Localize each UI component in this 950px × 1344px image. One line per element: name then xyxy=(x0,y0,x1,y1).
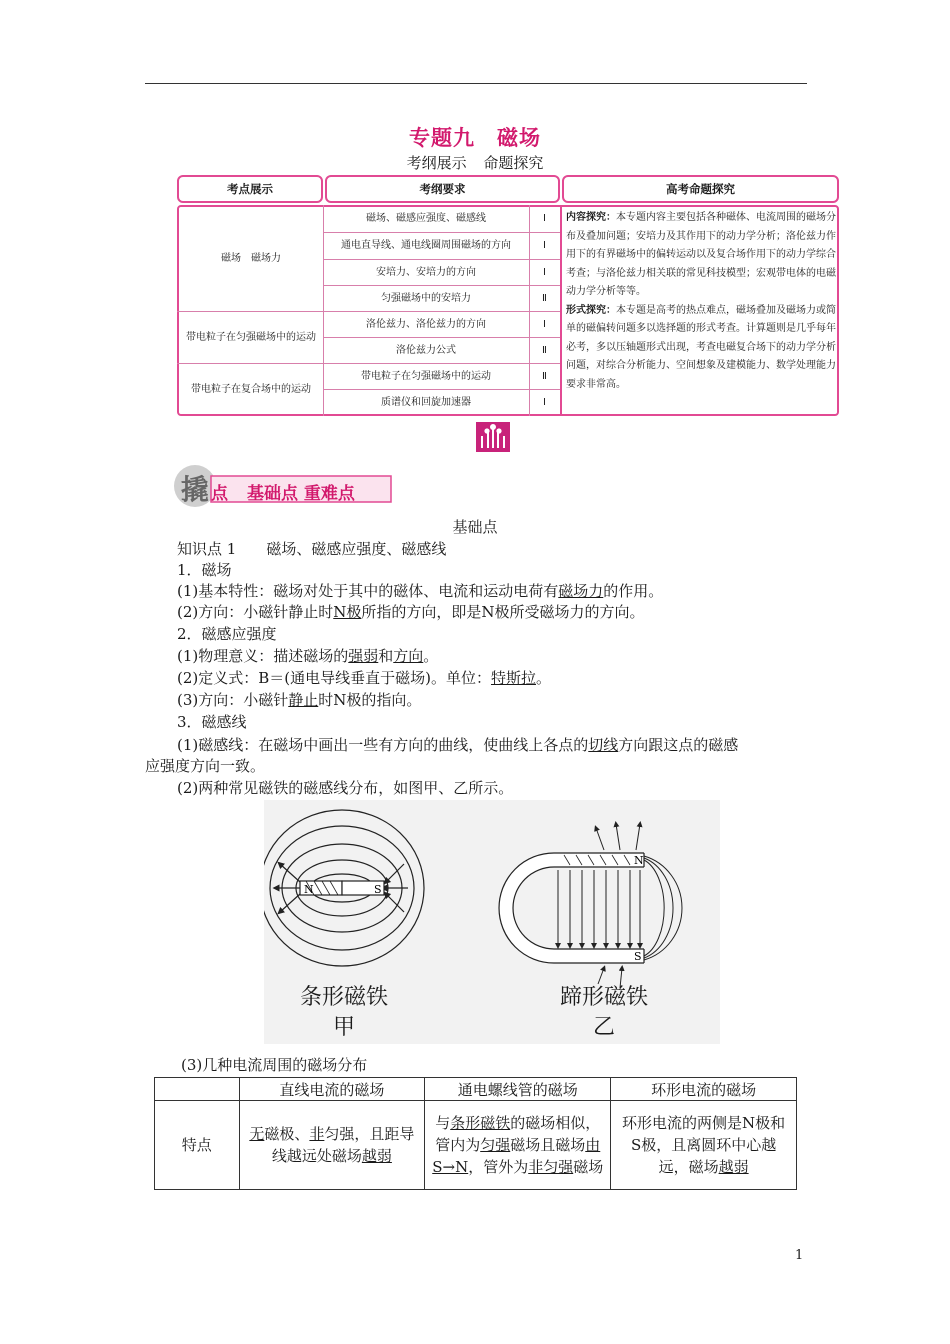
requirement-item: 安培力、安培力的方向 xyxy=(376,266,476,278)
paragraph-continued: 应强度方向一致。 xyxy=(145,757,266,775)
answer-blank: 静止 xyxy=(288,691,319,709)
text: 方向跟这点的磁感 xyxy=(618,736,739,754)
answer-blank: 越弱 xyxy=(361,1147,392,1165)
section-heading: 基础点 xyxy=(452,518,498,536)
figure-right-name: 蹄形磁铁 xyxy=(559,985,648,1010)
requirement-level: Ⅱ xyxy=(542,370,547,382)
bar-n-label: N xyxy=(304,883,314,896)
text: 环形电流的两侧是N极和S极，且离圆环中心越远，磁场 xyxy=(622,1114,786,1176)
paragraph xyxy=(177,735,738,756)
col-straight-current: 直线电流的磁场 xyxy=(239,1078,425,1101)
topic-group: 带电粒子在复合场中的运动 xyxy=(191,383,311,395)
requirement-item: 磁场、磁感应强度、磁感线 xyxy=(366,213,486,224)
paragraph xyxy=(177,581,663,602)
text: 的磁场相似，管内为 xyxy=(435,1114,601,1154)
content-label: 内容探究： xyxy=(566,212,616,223)
currents-intro: (3)几种电流周围的磁场分布 xyxy=(181,1056,368,1074)
answer-blank: 越弱 xyxy=(718,1158,749,1176)
text: 磁场 xyxy=(573,1158,604,1176)
requirement-level: Ⅰ xyxy=(543,318,546,330)
section-badge xyxy=(173,462,393,508)
subsection-title: 2．磁感应强度 xyxy=(177,625,277,643)
divider xyxy=(560,205,562,416)
table-header-row xyxy=(155,1078,797,1101)
answer-blank: 非匀强 xyxy=(528,1158,574,1176)
subtitle-syllabus: 考纲展示 xyxy=(406,154,467,172)
header-requirements: 考纲要求 xyxy=(325,175,560,203)
paragraph: (2)两种常见磁铁的磁感线分布，如图甲、乙所示。 xyxy=(177,779,514,797)
figure-left-tag: 甲 xyxy=(332,1015,355,1040)
requirement-item: 洛伦兹力公式 xyxy=(396,344,456,356)
col-loop-current: 环形电流的磁场 xyxy=(611,1078,797,1101)
syllabus-table xyxy=(177,175,839,415)
page-number: 1 xyxy=(795,1248,804,1263)
table-row xyxy=(155,1101,797,1190)
requirement-item: 匀强磁场中的安培力 xyxy=(381,292,471,304)
table-corner xyxy=(155,1078,240,1101)
subsection-title: 1．磁场 xyxy=(177,561,232,579)
requirement-item: 洛伦兹力、洛伦兹力的方向 xyxy=(366,318,486,330)
paragraph xyxy=(177,602,645,623)
kp-title: 磁场、磁感应强度、磁感线 xyxy=(266,540,447,558)
text: 匀强，且距导线越远处磁场 xyxy=(271,1125,415,1165)
requirement-level: Ⅱ xyxy=(542,344,547,356)
horseshoe-n-label: N xyxy=(634,854,644,867)
header-exploration: 高考命题探究 xyxy=(562,175,839,203)
text: 磁场且磁场 xyxy=(510,1136,586,1154)
exploration-text xyxy=(566,209,836,394)
badge-char: 撬 xyxy=(180,473,209,506)
requirement-level: Ⅰ xyxy=(543,240,546,251)
subtitle-exploration: 命题探究 xyxy=(483,154,544,172)
requirement-level: Ⅰ xyxy=(543,213,546,224)
row-label: 特点 xyxy=(155,1101,240,1190)
requirement-item: 质谱仪和回旋加速器 xyxy=(381,396,471,408)
subsection-title: 3．磁感线 xyxy=(177,713,247,731)
answer-blank: 非 xyxy=(309,1125,325,1143)
col-solenoid: 通电螺线管的磁场 xyxy=(425,1078,611,1101)
text: (1)基本特性：磁场对处于其中的磁体、电流和运动电荷有 xyxy=(177,582,559,600)
answer-blank: 强弱 xyxy=(348,647,379,665)
horseshoe-s-label: S xyxy=(634,950,642,963)
page-subtitle xyxy=(0,152,950,173)
header-rule xyxy=(145,83,807,84)
text: 。 xyxy=(536,669,552,687)
text: 与 xyxy=(435,1114,451,1132)
answer-blank: 磁场力 xyxy=(558,582,604,600)
paragraph xyxy=(177,646,438,667)
answer-blank: 匀强 xyxy=(480,1136,511,1154)
answer-blank: 条形磁铁 xyxy=(450,1114,511,1132)
bar-s-label: S xyxy=(374,883,382,896)
header-topics: 考点展示 xyxy=(177,175,323,203)
figure-left-name: 条形磁铁 xyxy=(299,985,388,1010)
form-label: 形式探究： xyxy=(566,304,616,316)
answer-blank: 由 S→N xyxy=(432,1136,601,1176)
answer-blank: 特斯拉 xyxy=(490,669,536,687)
paragraph xyxy=(177,690,421,711)
ornament-icon xyxy=(476,422,510,452)
page-title: 专题九 磁场 xyxy=(409,126,541,150)
badge-text: 基础点 重难点 xyxy=(247,484,355,504)
text: (3)方向：小磁针 xyxy=(177,691,289,709)
answer-blank: 无 xyxy=(249,1125,265,1143)
text: (2)方向：小磁针静止时 xyxy=(177,603,334,621)
topic-group: 磁场 磁场力 xyxy=(221,252,281,264)
text: (1)磁感线：在磁场中画出一些有方向的曲线，使曲线上各点的 xyxy=(177,736,589,754)
magnet-figure xyxy=(264,800,720,1044)
text: (1)物理意义：描述磁场的 xyxy=(177,647,349,665)
badge-char-2: 点 xyxy=(211,484,228,504)
answer-blank: 切线 xyxy=(588,736,619,754)
cell-solenoid xyxy=(425,1101,611,1190)
cell-loop xyxy=(611,1101,797,1190)
horseshoe-magnet xyxy=(499,853,644,963)
text: ，管外为 xyxy=(468,1158,529,1176)
knowledge-point xyxy=(177,539,446,560)
kp-label: 知识点 1 xyxy=(177,540,237,558)
text: (2)定义式：B＝(通电导线垂直于磁场)。单位： xyxy=(177,669,491,687)
figure-right-tag: 乙 xyxy=(592,1015,615,1040)
answer-blank: N极 xyxy=(333,603,362,621)
text: 所指的方向，即是N极所受磁场力的方向。 xyxy=(361,603,645,621)
text: 和 xyxy=(378,647,394,665)
content-text: 本专题内容主要包括各种磁体、电流周围的磁场分布及叠加问题；安培力及其作用下的动力学分析；洛伦兹力作用下的有界磁场中的偏转运动以及复合场作用下的动力学综合考查；与洛伦兹力相关联的常见科技模型；宏观带电体的电磁动力学分析等等。 xyxy=(566,212,836,297)
paragraph xyxy=(177,668,551,689)
topic-group: 带电粒子在匀强磁场中的运动 xyxy=(186,331,316,343)
requirement-level: Ⅰ xyxy=(543,266,546,278)
answer-blank: 方向 xyxy=(393,647,424,665)
text: 磁极、 xyxy=(264,1125,310,1143)
cell-straight xyxy=(239,1101,425,1190)
current-field-table xyxy=(154,1077,797,1190)
requirement-item: 带电粒子在匀强磁场中的运动 xyxy=(361,370,491,382)
requirement-level: Ⅱ xyxy=(542,292,547,304)
requirement-level: Ⅰ xyxy=(543,396,546,408)
text: 时N极的指向。 xyxy=(318,691,422,709)
requirement-item: 通电直导线、通电线圈周围磁场的方向 xyxy=(341,240,511,251)
text: 的作用。 xyxy=(603,582,664,600)
form-text: 本专题是高考的热点难点，磁场叠加及磁场力或简单的磁偏转问题多以选择题的形式考查。计算题则是几乎每年必考，多以压轴题形式出现，考查电磁复合场下的动力学分析问题，对综合分析能力、空间想象及建模能力、数学处理能力要求非常高。 xyxy=(566,304,836,390)
text: 。 xyxy=(423,647,439,665)
